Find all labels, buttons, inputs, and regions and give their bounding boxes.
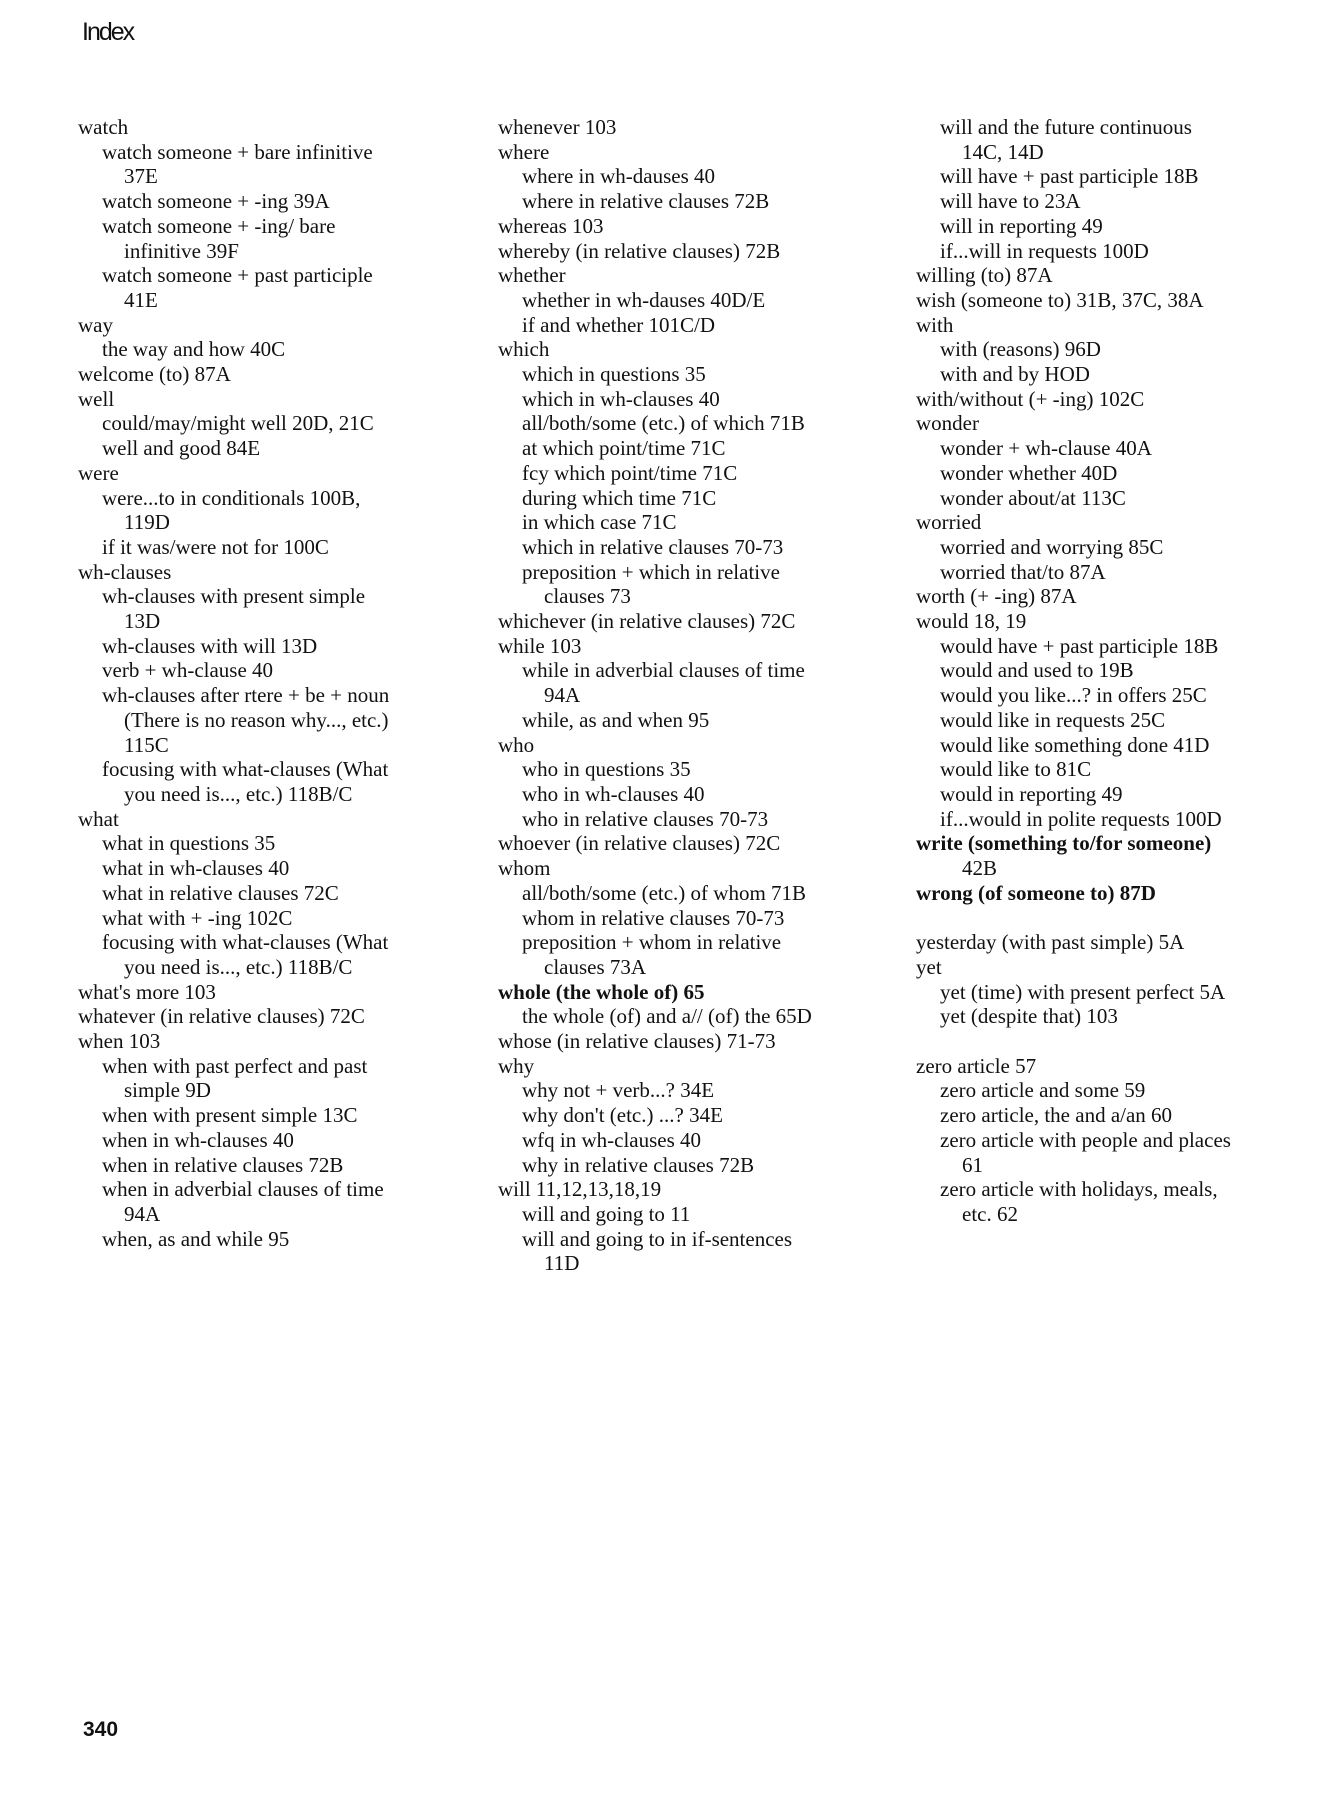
index-subentry: zero article, the and a/an 60 xyxy=(940,1103,1173,1128)
index-subentry: who in wh-clauses 40 xyxy=(522,781,705,806)
index-headword: whether xyxy=(498,263,566,288)
index-headword: whoever (in relative clauses) 72C xyxy=(498,831,781,856)
index-subentry: would like to 81C xyxy=(940,757,1092,782)
index-continuation: 13D xyxy=(124,609,161,634)
index-continuation: 94A xyxy=(124,1201,161,1226)
index-subentry: would like something done 41D xyxy=(940,732,1210,757)
index-headword: wonder xyxy=(916,411,979,436)
index-subentry: zero article with people and places xyxy=(940,1127,1231,1152)
index-headword: wish (someone to) 31B, 37C, 38A xyxy=(916,287,1204,312)
index-subentry: watch someone + -ing 39A xyxy=(102,189,330,214)
index-subentry: wonder + wh-clause 40A xyxy=(940,436,1152,461)
index-subentry: if...would in polite requests 100D xyxy=(940,806,1222,831)
index-subentry: yet (time) with present perfect 5A xyxy=(940,979,1226,1004)
index-subentry: what in relative clauses 72C xyxy=(102,880,339,905)
index-subentry: will in reporting 49 xyxy=(940,213,1103,238)
index-subentry: whom in relative clauses 70-73 xyxy=(522,905,785,930)
index-subentry: which in questions 35 xyxy=(522,362,706,387)
index-subentry: where in relative clauses 72B xyxy=(522,189,770,214)
index-subentry: when with present simple 13C xyxy=(102,1103,358,1128)
index-subentry: who in relative clauses 70-73 xyxy=(522,806,769,831)
index-subentry: when in wh-clauses 40 xyxy=(102,1127,294,1152)
index-headword: whose (in relative clauses) 71-73 xyxy=(498,1029,776,1054)
index-subentry: whether in wh-dauses 40D/E xyxy=(522,287,766,312)
index-continuation: 119D xyxy=(124,510,170,535)
index-headword: whenever 103 xyxy=(498,115,617,139)
index-headword: wrong (of someone to) 87D xyxy=(916,880,1156,905)
index-subentry: what in wh-clauses 40 xyxy=(102,856,290,881)
index-subentry: with (reasons) 96D xyxy=(940,337,1101,362)
index-subentry: will and going to in if-sentences xyxy=(522,1226,793,1251)
index-headword: with/without (+ -ing) 102C xyxy=(916,386,1145,411)
index-subentry: wonder whether 40D xyxy=(940,460,1118,485)
index-headword: zero article 57 xyxy=(916,1053,1037,1078)
index-headword: when 103 xyxy=(78,1029,161,1054)
index-subentry: will have to 23A xyxy=(940,189,1081,214)
index-continuation: 41E xyxy=(124,287,158,312)
index-headword: which xyxy=(498,337,550,362)
index-subentry: if it was/were not for 100C xyxy=(102,534,329,559)
index-subentry: preposition + which in relative xyxy=(522,559,780,584)
index-subentry: the whole (of) and a// (of) the 65D xyxy=(522,1004,812,1029)
index-subentry: well and good 84E xyxy=(102,436,261,461)
index-subentry: would in reporting 49 xyxy=(940,781,1123,806)
index-subentry: watch someone + bare infinitive xyxy=(102,139,373,164)
index-headword: with xyxy=(916,312,954,337)
index-subentry: when with past perfect and past xyxy=(102,1053,368,1078)
index-subentry: fcy which point/time 71C xyxy=(522,460,738,485)
index-headword: would 18, 19 xyxy=(916,609,1027,634)
index-subentry: will and going to 11 xyxy=(522,1201,691,1226)
index-subentry: will and the future continuous xyxy=(940,115,1192,139)
index-subentry: wh-clauses with will 13D xyxy=(102,633,318,658)
index-subentry: watch someone + -ing/ bare xyxy=(102,213,336,238)
index-continuation: 11D xyxy=(544,1251,580,1276)
index-headword: worried xyxy=(916,510,982,535)
index-subentry: while, as and when 95 xyxy=(522,707,710,732)
index-subentry: when in relative clauses 72B xyxy=(102,1152,344,1177)
index-subentry: if and whether 101C/D xyxy=(522,312,716,337)
index-subentry: will have + past participle 18B xyxy=(940,164,1199,189)
index-subentry: worried that/to 87A xyxy=(940,559,1106,584)
index-continuation: 94A xyxy=(544,683,581,708)
index-headword: will 11,12,13,18,19 xyxy=(498,1177,662,1202)
index-headword: willing (to) 87A xyxy=(916,263,1053,288)
index-subentry: with and by HOD xyxy=(940,362,1090,387)
index-subentry: wfq in wh-clauses 40 xyxy=(522,1127,702,1152)
index-subentry: zero article and some 59 xyxy=(940,1078,1146,1103)
index-continuation: 42B xyxy=(962,856,998,881)
index-subentry: preposition + whom in relative xyxy=(522,930,782,955)
index-subentry: all/both/some (etc.) of whom 71B xyxy=(522,880,807,905)
index-subentry: who in questions 35 xyxy=(522,757,691,782)
page-header-title: Index xyxy=(82,18,134,46)
index-headword: wh-clauses xyxy=(78,559,172,584)
index-headword: whereby (in relative clauses) 72B xyxy=(498,238,781,263)
index-continuation: infinitive 39F xyxy=(124,238,239,263)
index-subentry: verb + wh-clause 40 xyxy=(102,658,274,683)
page-number: 340 xyxy=(83,1718,119,1741)
index-subentry: would and used to 19B xyxy=(940,658,1134,683)
index-subentry: why don't (etc.) ...? 34E xyxy=(522,1103,723,1128)
index-subentry: watch someone + past participle xyxy=(102,263,373,288)
index-headword: what xyxy=(78,806,119,831)
index-column-1 xyxy=(78,115,478,1251)
index-headword: whereas 103 xyxy=(498,213,604,238)
index-continuation: (There is no reason why..., etc.) xyxy=(124,707,389,732)
index-subentry: worried and worrying 85C xyxy=(940,534,1164,559)
index-subentry: zero article with holidays, meals, xyxy=(940,1177,1218,1202)
index-headword: while 103 xyxy=(498,633,582,658)
index-subentry: which in wh-clauses 40 xyxy=(522,386,720,411)
index-continuation: you need is..., etc.) 118B/C xyxy=(124,781,353,806)
index-subentry: when in adverbial clauses of time xyxy=(102,1177,384,1202)
index-subentry: would have + past participle 18B xyxy=(940,633,1219,658)
index-subentry: when, as and while 95 xyxy=(102,1226,290,1251)
index-subentry: what in questions 35 xyxy=(102,831,276,856)
index-subentry: which in relative clauses 70-73 xyxy=(522,534,784,559)
index-subentry: wonder about/at 113C xyxy=(940,485,1126,510)
index-headword: whichever (in relative clauses) 72C xyxy=(498,609,796,634)
index-subentry: all/both/some (etc.) of which 71B xyxy=(522,411,805,436)
index-headword: yesterday (with past simple) 5A xyxy=(916,930,1185,955)
index-headword: worth (+ -ing) 87A xyxy=(916,584,1077,609)
index-headword: write (something to/for someone) xyxy=(916,831,1212,856)
index-subentry: yet (despite that) 103 xyxy=(940,1004,1118,1029)
index-column-2 xyxy=(498,115,898,1276)
index-headword: why xyxy=(498,1053,535,1078)
index-subentry: the way and how 40C xyxy=(102,337,286,362)
index-subentry: wh-clauses after rtere + be + noun xyxy=(102,683,390,708)
index-headword: whole (the whole of) 65 xyxy=(498,979,705,1004)
index-headword: who xyxy=(498,732,535,757)
index-continuation: you need is..., etc.) 118B/C xyxy=(124,954,353,979)
index-subentry: what with + -ing 102C xyxy=(102,905,293,930)
index-subentry: why not + verb...? 34E xyxy=(522,1078,715,1103)
index-continuation: etc. 62 xyxy=(962,1201,1018,1226)
index-subentry: would you like...? in offers 25C xyxy=(940,683,1207,708)
index-continuation: 37E xyxy=(124,164,158,189)
index-headword: what's more 103 xyxy=(78,979,216,1004)
entry-gap xyxy=(916,1029,1326,1054)
index-headword: were xyxy=(78,460,119,485)
index-subentry: during which time 71C xyxy=(522,485,717,510)
index-continuation: 14C, 14D xyxy=(962,139,1044,164)
index-subentry: would like in requests 25C xyxy=(940,707,1166,732)
index-column-3 xyxy=(916,115,1326,1227)
entry-gap xyxy=(916,906,1326,931)
index-subentry: where in wh-dauses 40 xyxy=(522,164,716,189)
index-subentry: were...to in conditionals 100B, xyxy=(102,485,361,510)
index-subentry: while in adverbial clauses of time xyxy=(522,658,805,683)
index-continuation: simple 9D xyxy=(124,1078,211,1103)
index-subentry: if...will in requests 100D xyxy=(940,238,1149,263)
index-subentry: focusing with what-clauses (What xyxy=(102,930,389,955)
index-headword: whom xyxy=(498,856,551,881)
index-subentry: why in relative clauses 72B xyxy=(522,1152,755,1177)
index-headword: welcome (to) 87A xyxy=(78,362,231,387)
index-headword: well xyxy=(78,386,115,411)
index-headword: watch xyxy=(78,115,129,139)
index-subentry: focusing with what-clauses (What xyxy=(102,757,389,782)
index-headword: whatever (in relative clauses) 72C xyxy=(78,1004,365,1029)
index-headword: where xyxy=(498,139,550,164)
index-subentry: in which case 71C xyxy=(522,510,677,535)
index-subentry: could/may/might well 20D, 21C xyxy=(102,411,374,436)
index-continuation: 61 xyxy=(962,1152,983,1177)
index-headword: way xyxy=(78,312,113,337)
index-headword: yet xyxy=(916,954,942,979)
index-subentry: wh-clauses with present simple xyxy=(102,584,366,609)
index-subentry: at which point/time 71C xyxy=(522,436,726,461)
index-continuation: clauses 73A xyxy=(544,954,647,979)
index-continuation: 115C xyxy=(124,732,169,757)
index-continuation: clauses 73 xyxy=(544,584,631,609)
